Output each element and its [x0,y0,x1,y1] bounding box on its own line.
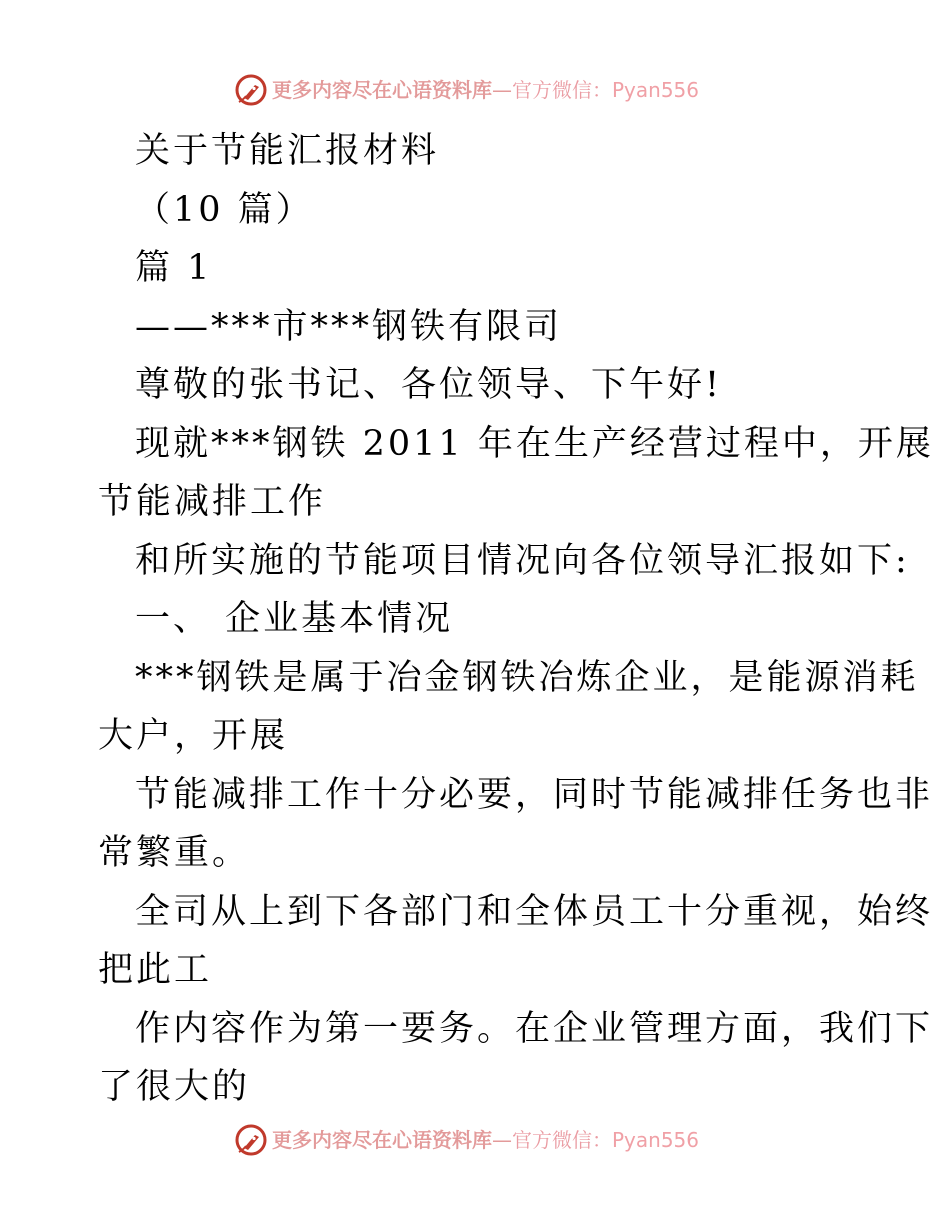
banner-wechat-id: Pyan556 [612,1128,700,1152]
paragraph-line: 现就***钢铁 2011 年在生产经营过程中，开展 [135,423,934,464]
document-body [98,122,934,1117]
paragraph-line: 把此工 [98,950,213,990]
paragraph-line: 了很大的 [98,1067,251,1107]
paragraph-line: 和所实施的节能项目情况向各位领导汇报如下: [135,540,910,581]
company-line: ——***市***钢铁有限司 [135,306,563,347]
paragraph-line: 节能减排工作十分必要，同时节能减排任务也非 [135,774,934,815]
banner-main-text: 更多内容尽在心语资料库 [272,78,492,102]
paragraph-line: 大户，开展 [98,716,289,756]
pen-nib-circle-icon [234,73,268,107]
footer-banner [234,1122,699,1158]
doc-title: 关于节能汇报材料 [135,131,440,171]
section-heading: 一、 企业基本情况 [135,599,454,639]
banner-dash: — [492,1128,512,1152]
salutation: 尊敬的张书记、各位领导、下午好! [135,365,723,405]
paragraph-line: 常繁重。 [98,833,251,873]
banner-sub-text: 官方微信： [512,1128,612,1152]
paragraph-line: 全司从上到下各部门和全体员工十分重视，始终 [135,891,934,932]
paragraph-line: 作内容作为第一要务。在企业管理方面，我们下 [135,1008,934,1049]
paragraph-line: 节能减排工作 [98,482,327,522]
section-label: 篇 1 [135,248,213,288]
pen-nib-circle-icon [234,1123,268,1157]
banner-sub-text: 官方微信： [512,78,612,102]
banner-dash: — [492,78,512,102]
banner-main-text: 更多内容尽在心语资料库 [272,1128,492,1152]
banner-wechat-id: Pyan556 [612,78,700,102]
paragraph-line: ***钢铁是属于冶金钢铁冶炼企业，是能源消耗 [135,657,919,698]
doc-subtitle: （10 篇） [135,189,314,230]
header-banner [234,72,699,108]
